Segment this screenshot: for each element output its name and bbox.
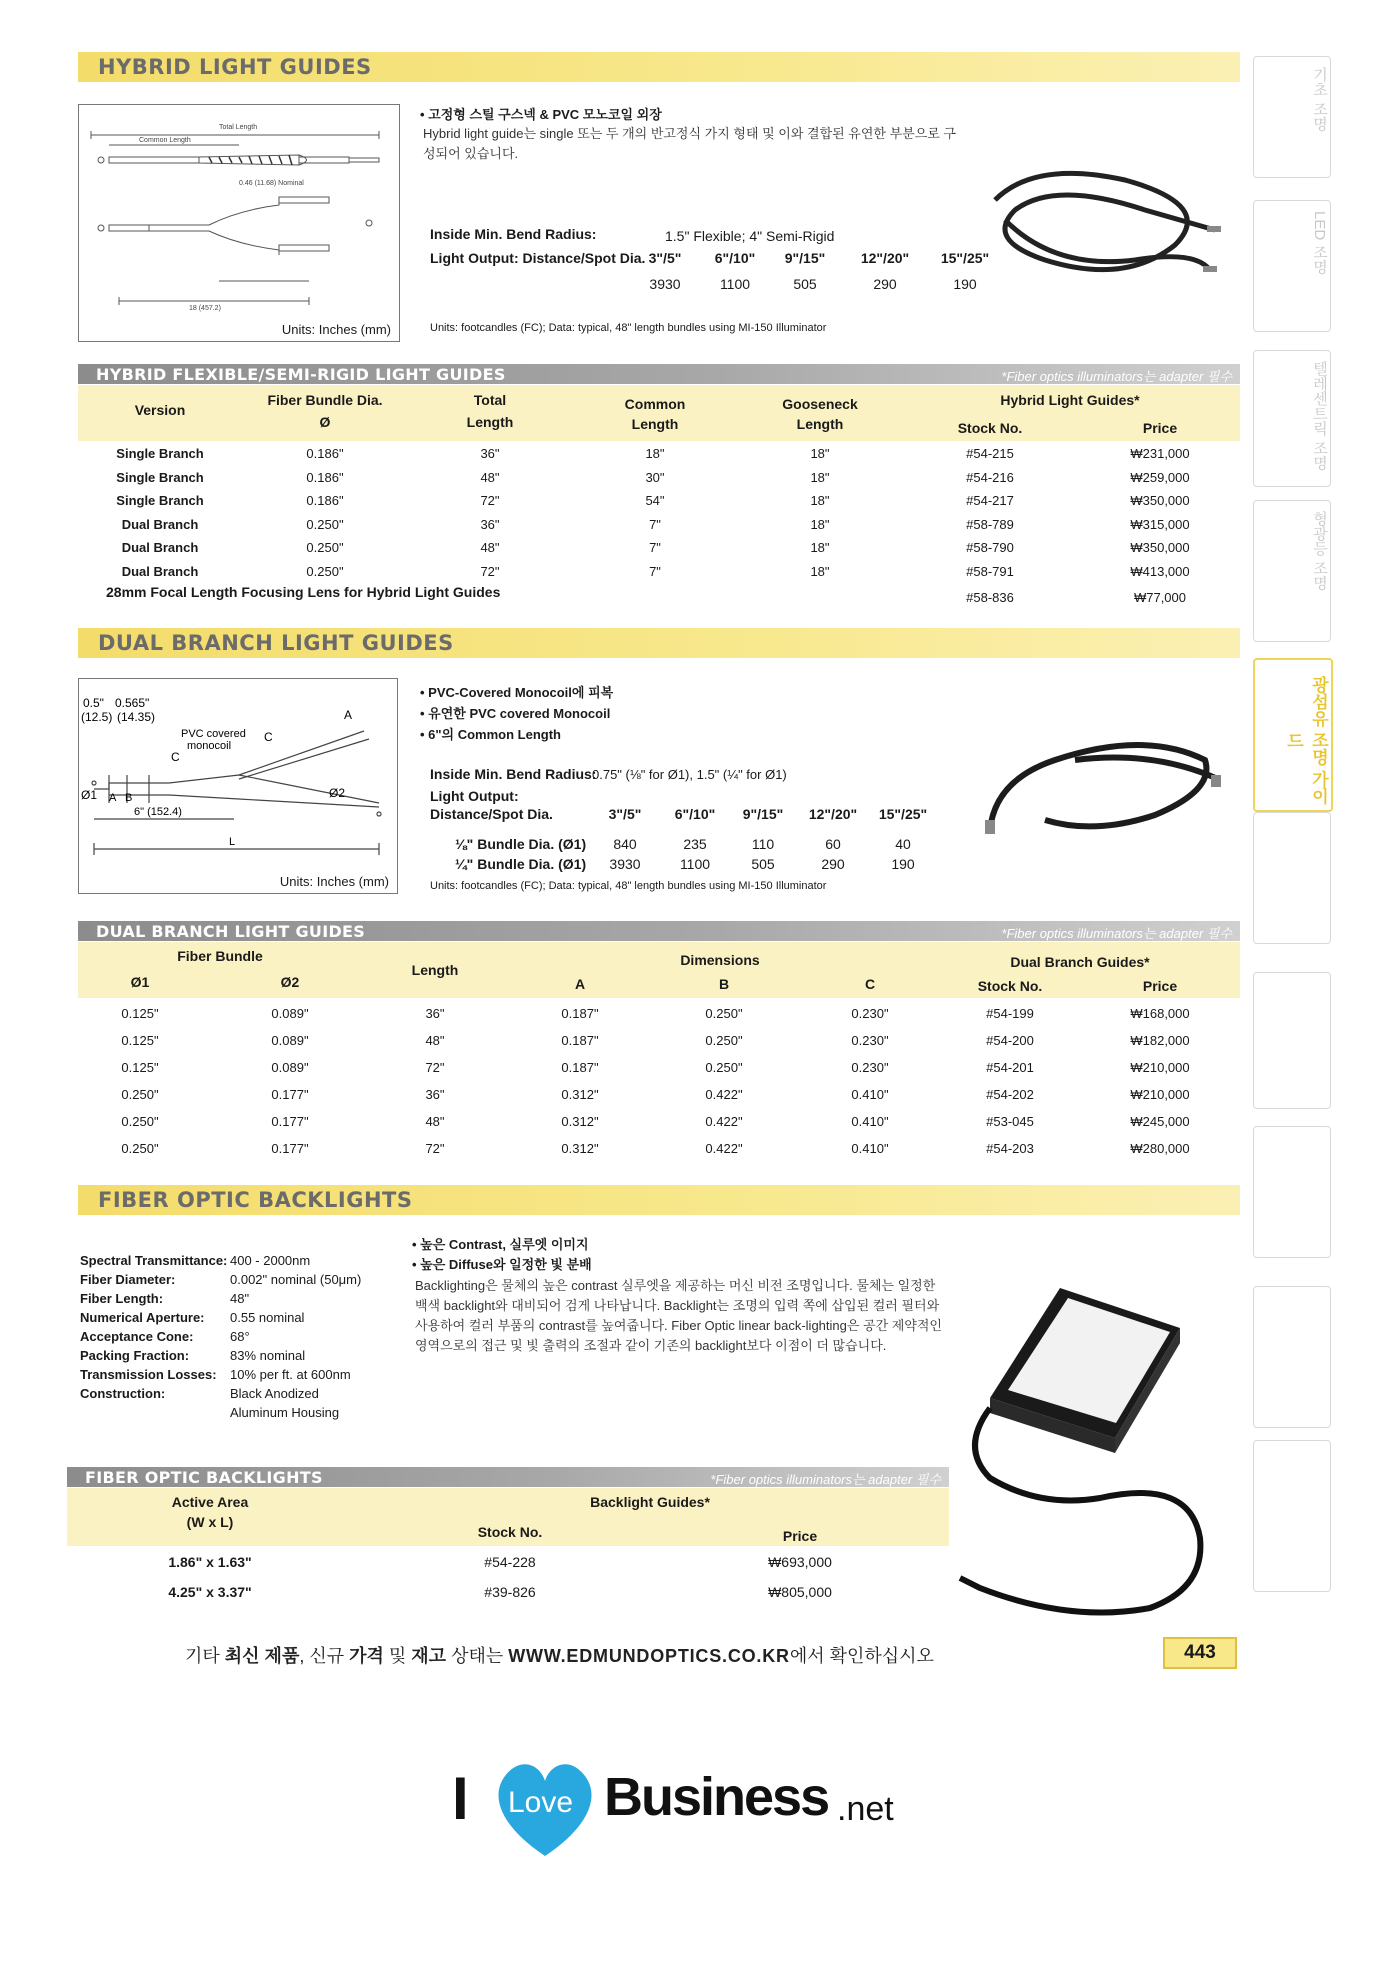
table-cell: #54-228 — [484, 1554, 536, 1570]
col-gooseneck-length: Length — [796, 416, 844, 432]
diagram-total-length: Total Length — [219, 124, 258, 131]
label-c2: C — [264, 730, 273, 744]
logo-love: Love — [508, 1786, 574, 1819]
watermark-logo — [452, 1756, 952, 1866]
lens-label: 28mm Focal Length Focusing Lens for Hybrid Light Guides — [106, 584, 501, 600]
logo-net: .net — [837, 1790, 894, 1828]
table-cell: 0.250" — [306, 563, 344, 579]
distance-cell: 15"/25" — [940, 250, 990, 266]
section-title: FIBER OPTIC BACKLIGHTS — [98, 1188, 413, 1212]
backlight-table-header — [67, 1467, 949, 1487]
col-group-dual: Dual Branch Guides* — [1010, 954, 1150, 970]
row-version: Single Branch — [116, 493, 204, 508]
section-title: HYBRID LIGHT GUIDES — [98, 55, 372, 79]
side-tab[interactable] — [1253, 972, 1331, 1109]
table-cell: ₩315,000 — [1130, 516, 1190, 532]
col-a: A — [574, 976, 586, 992]
spec-value: 48" — [230, 1291, 250, 1306]
table-cell: #58-790 — [966, 540, 1014, 555]
table-cell: ₩693,000 — [768, 1554, 832, 1570]
footer-mid1: , 신규 — [299, 1646, 350, 1666]
dim-a: 0.5" — [83, 696, 104, 710]
table-cell: 0.230" — [851, 1006, 889, 1021]
table-cell: ₩259,000 — [1130, 469, 1190, 485]
table-cell: 0.250" — [705, 1033, 743, 1048]
col-gooseneck: Gooseneck — [782, 396, 858, 412]
table-cell: 0.089" — [271, 1060, 309, 1075]
footer-text — [185, 1642, 934, 1668]
col-stock: Stock No. — [957, 420, 1023, 436]
output-cell: 235 — [683, 836, 707, 852]
col-price: Price — [1142, 420, 1178, 436]
side-tab[interactable] — [1253, 658, 1333, 812]
output-cell: 1100 — [719, 276, 751, 292]
backlight-table-note: *Fiber optics illuminators는 adapter 필수 — [710, 1472, 941, 1487]
spec-value: 400 - 2000nm — [230, 1253, 311, 1268]
row-version: Dual Branch — [121, 563, 199, 579]
col-group-backlight: Backlight Guides* — [590, 1494, 710, 1510]
spec-label: Transmission Losses: — [80, 1367, 217, 1382]
col-c: C — [864, 976, 876, 992]
table-cell: #58-791 — [966, 563, 1014, 579]
table-cell: 18" — [810, 516, 830, 532]
table-cell: ₩245,000 — [1130, 1114, 1190, 1129]
dual-table-note: *Fiber optics illuminators는 adapter 필수 — [1001, 926, 1232, 941]
table-cell: 48" — [480, 540, 500, 555]
hybrid-table-note: *Fiber optics illuminators는 adapter 필수 — [1001, 369, 1232, 384]
table-cell: 30" — [645, 469, 665, 485]
lens-stock: #58-836 — [966, 590, 1014, 605]
table-cell: 0.230" — [851, 1060, 889, 1075]
spec-value: 83% nominal — [230, 1348, 306, 1363]
side-tab-label: 기초 조명 — [1311, 67, 1328, 132]
footer-post: 에서 확인하십시오 — [789, 1646, 934, 1666]
table-cell: 0.250" — [121, 1141, 159, 1156]
table-cell: #54-202 — [986, 1087, 1034, 1102]
row-version: Dual Branch — [121, 516, 199, 532]
spec-value: 10% per ft. at 600nm — [230, 1367, 351, 1382]
row1-label: ⅛" Bundle Dia. (Ø1) — [455, 836, 587, 852]
spec-label: Acceptance Cone: — [80, 1329, 194, 1344]
table-cell: ₩231,000 — [1130, 446, 1190, 461]
dim-a-mm: (12.5) — [81, 710, 113, 724]
table-cell: ₩350,000 — [1130, 493, 1190, 508]
side-tab[interactable] — [1253, 56, 1331, 178]
output-cell: 505 — [751, 856, 775, 872]
light-output-label: Light Output: Distance/Spot Dia. — [430, 250, 646, 266]
row2-label: ¼" Bundle Dia. (Ø1) — [455, 856, 587, 872]
diagram-nominal: 0.46 (11.68) Nominal — [239, 180, 304, 187]
table-cell: 0.422" — [705, 1114, 743, 1129]
table-cell: #54-200 — [986, 1033, 1034, 1048]
dual-table-header — [78, 921, 1240, 941]
distance-cell: 12"/20" — [808, 806, 858, 822]
table-cell: 0.187" — [561, 1006, 599, 1021]
col-dia: Fiber Bundle Dia. — [267, 392, 383, 408]
page-number: 443 — [1163, 1637, 1237, 1669]
side-tab-label: 형광등 조명 — [1311, 511, 1328, 591]
col-dia-symbol: Ø — [319, 414, 331, 430]
table-cell: 0.312" — [561, 1141, 599, 1156]
backlight-bullet: • 높은 Diffuse와 일정한 빛 분배 — [412, 1257, 592, 1272]
col-price: Price — [1142, 978, 1178, 994]
table-cell: 0.422" — [705, 1087, 743, 1102]
footer-mid2: 및 — [383, 1646, 412, 1666]
table-cell: 18" — [645, 446, 665, 461]
diagram-length-18: 18 (457.2) — [189, 305, 221, 312]
side-tab[interactable] — [1253, 350, 1331, 487]
col-stock: Stock No. — [477, 1524, 543, 1540]
spec-label: Spectral Transmittance: — [80, 1253, 228, 1268]
table-cell: 72" — [480, 493, 500, 508]
row-version: Dual Branch — [121, 540, 199, 555]
col-b: B — [718, 976, 730, 992]
table-cell: 0.125" — [121, 1006, 159, 1021]
backlight-bullet: • 높은 Contrast, 실루엣 이미지 — [412, 1237, 589, 1252]
label-pvc: PVC covered — [181, 728, 246, 740]
table-cell: 7" — [649, 516, 661, 532]
table-cell: 7" — [649, 563, 661, 579]
table-cell: 72" — [480, 563, 500, 579]
table-cell: #54-217 — [966, 493, 1014, 508]
footer-bold3: 재고 — [411, 1646, 447, 1666]
output-cell: 840 — [613, 836, 637, 852]
distance-cell: 3"/5" — [608, 806, 642, 822]
table-cell: #54-216 — [966, 469, 1014, 485]
spec-label: Numerical Aperture: — [80, 1310, 205, 1325]
output-cell: 40 — [895, 836, 911, 852]
table-cell: ₩182,000 — [1130, 1033, 1190, 1048]
section-header-hybrid — [78, 52, 1240, 82]
table-cell: 0.250" — [705, 1060, 743, 1075]
hybrid-note: Units: footcandles (FC); Data: typical, 48" length bundles using MI-150 Illuminator — [430, 322, 827, 334]
col-bundle: Fiber Bundle — [177, 948, 263, 964]
diagram-common-length: Common Length — [139, 137, 191, 144]
section-title: DUAL BRANCH LIGHT GUIDES — [98, 631, 454, 655]
hybrid-bullet: • 고정형 스틸 구스넥 & PVC 모노코일 외장 — [420, 107, 662, 122]
bend-radius-value: 1.5" Flexible; 4" Semi-Rigid — [665, 228, 835, 244]
backlight-product-image — [950, 1258, 1230, 1628]
hybrid-table-header — [78, 364, 1240, 384]
table-cell: 0.312" — [561, 1087, 599, 1102]
row-version: Single Branch — [116, 446, 204, 461]
spec-value: Black Anodized — [230, 1386, 319, 1401]
side-tab[interactable] — [1253, 1126, 1331, 1258]
table-cell: 0.230" — [851, 1033, 889, 1048]
spec-value: 68° — [230, 1329, 250, 1344]
footer-bold2: 가격 — [349, 1646, 384, 1666]
table-cell: #54-203 — [986, 1141, 1034, 1156]
table-cell: 54" — [645, 493, 665, 508]
spec-value: Aluminum Housing — [230, 1405, 340, 1420]
label-six: 6" (152.4) — [134, 806, 182, 818]
col-dimensions: Dimensions — [680, 952, 760, 968]
dim-b: 0.565" — [115, 696, 150, 710]
table-cell: 0.250" — [121, 1087, 159, 1102]
col-length: Length — [411, 962, 459, 978]
hybrid-table-title: HYBRID FLEXIBLE/SEMI-RIGID LIGHT GUIDES — [96, 365, 506, 384]
dual-bullet: • 6"의 Common Length — [420, 727, 561, 742]
output-cell: 190 — [891, 856, 915, 872]
side-tab[interactable] — [1253, 1440, 1331, 1592]
distance-cell: 6"/10" — [674, 806, 716, 822]
col-o1: Ø1 — [130, 974, 150, 990]
col-area-wl: (W x L) — [186, 1514, 234, 1530]
output-cell: 60 — [825, 836, 841, 852]
col-common-length: Length — [631, 416, 679, 432]
col-o2: Ø2 — [280, 974, 300, 990]
distance-cell: 15"/25" — [878, 806, 928, 822]
table-cell: 0.186" — [306, 446, 344, 461]
table-cell: ₩413,000 — [1130, 563, 1190, 579]
side-tab[interactable] — [1253, 1286, 1331, 1428]
side-tab-label: 텔레센트릭 조명 — [1311, 361, 1328, 471]
table-cell: 0.125" — [121, 1033, 159, 1048]
footer-mid3: 상태는 — [446, 1646, 509, 1666]
distance-label: Distance/Spot Dia. — [430, 806, 553, 822]
footer-pre: 기타 — [185, 1646, 225, 1666]
table-cell: 72" — [425, 1060, 445, 1075]
distance-cell: 12"/20" — [860, 250, 910, 266]
spec-value: 0.55 nominal — [230, 1310, 305, 1325]
bend-radius-label: Inside Min. Bend Radius: — [430, 226, 597, 242]
table-cell: #54-201 — [986, 1060, 1034, 1075]
table-cell: 0.186" — [306, 493, 344, 508]
table-cell: 0.410" — [851, 1114, 889, 1129]
table-cell: 0.187" — [561, 1033, 599, 1048]
lens-price: ₩77,000 — [1133, 590, 1187, 605]
table-cell: 48" — [425, 1033, 445, 1048]
table-cell: 36" — [480, 446, 500, 461]
backlight-table-title: FIBER OPTIC BACKLIGHTS — [85, 1468, 323, 1487]
table-cell: 0.410" — [851, 1087, 889, 1102]
bend-radius-value: 0.75" (⅛" for Ø1), 1.5" (¼" for Ø1) — [592, 767, 787, 782]
dim-b-mm: (14.35) — [117, 710, 156, 724]
output-cell: 290 — [821, 856, 845, 872]
table-cell: 0.422" — [705, 1141, 743, 1156]
side-tab[interactable] — [1253, 500, 1331, 642]
row-area: 1.86" x 1.63" — [168, 1554, 252, 1570]
bend-radius-label: Inside Min. Bend Radius: — [430, 766, 597, 782]
table-cell: ₩280,000 — [1130, 1141, 1190, 1156]
row-version: Single Branch — [116, 469, 204, 485]
col-group-hybrid: Hybrid Light Guides* — [1000, 392, 1140, 408]
table-cell: 48" — [425, 1114, 445, 1129]
table-cell: 0.089" — [271, 1006, 309, 1021]
hybrid-description: Hybrid light guide는 single 또는 두 개의 반고정식 가지 형태 및 이와 결합된 유연한 부분으로 구성되어 있습니다. — [423, 126, 956, 161]
col-common: Common — [624, 396, 686, 412]
dual-note: Units: footcandles (FC); Data: typical, 48" length bundles using MI-150 Illuminator — [430, 880, 827, 892]
dual-bullet: • 유연한 PVC covered Monocoil — [420, 706, 611, 721]
table-cell: 0.410" — [851, 1141, 889, 1156]
label-c: C — [171, 750, 180, 764]
table-cell: 18" — [810, 540, 830, 555]
row-area: 4.25" x 3.37" — [168, 1584, 252, 1600]
dual-diagram — [78, 678, 398, 894]
table-cell: #58-789 — [966, 516, 1014, 532]
table-cell: 7" — [649, 540, 661, 555]
output-cell: 505 — [793, 276, 817, 292]
distance-cell: 6"/10" — [714, 250, 756, 266]
distance-cell: 3"/5" — [648, 250, 682, 266]
hybrid-diagram-drawing — [79, 105, 399, 341]
dual-table-title: DUAL BRANCH LIGHT GUIDES — [96, 922, 366, 941]
output-cell: 110 — [751, 836, 775, 852]
table-cell: 0.186" — [306, 469, 344, 485]
side-tab[interactable] — [1253, 812, 1331, 944]
table-cell: 0.187" — [561, 1060, 599, 1075]
footer-bold1: 최신 제품 — [224, 1646, 300, 1666]
table-cell: #39-826 — [484, 1584, 536, 1600]
table-cell: 0.089" — [271, 1033, 309, 1048]
label-b: B — [125, 792, 133, 804]
table-cell: 36" — [480, 516, 500, 532]
table-cell: 0.250" — [121, 1114, 159, 1129]
col-area: Active Area — [171, 1494, 249, 1510]
table-cell: 0.177" — [271, 1087, 309, 1102]
table-cell: ₩805,000 — [768, 1584, 832, 1600]
spec-label: Fiber Diameter: — [80, 1272, 176, 1287]
table-cell: 18" — [810, 446, 830, 461]
table-cell: 0.177" — [271, 1141, 309, 1156]
label-o1: Ø1 — [81, 788, 98, 802]
output-cell: 190 — [953, 276, 977, 292]
table-cell: 0.250" — [306, 540, 344, 555]
section-header-backlight — [78, 1185, 1240, 1215]
hybrid-diagram — [78, 104, 400, 342]
table-cell: 0.250" — [705, 1006, 743, 1021]
col-price: Price — [782, 1528, 818, 1544]
col-total-length: Length — [466, 414, 514, 430]
label-o2: Ø2 — [329, 786, 346, 800]
label-monocoil: monocoil — [187, 740, 232, 752]
table-cell: ₩210,000 — [1130, 1087, 1190, 1102]
col-stock: Stock No. — [977, 978, 1043, 994]
table-cell: 48" — [480, 469, 500, 485]
backlight-description: Backlighting은 물체의 높은 contrast 실루엣을 제공하는 머신 비전 조명입니다. 물체는 일정한 백색 backlight와 대비되어 검게 나타납니다. Backlight는 조명의 입력 쪽에 삽입된 컬러 필터와 사용하여 컬러 부품의 contrast를 높여줍니다. Fiber Optic linear back-lighting은 공간 제약적인 영역으로의 접근 및 빛 출력의 조절과 같이 기존의 backlight보다 이점이 더 많습니다. — [415, 1278, 942, 1353]
output-cell: 290 — [873, 276, 897, 292]
dual-diagram-drawing — [79, 679, 397, 893]
side-tab-label: 광섬유 조명 가이드 — [1284, 675, 1328, 805]
spec-label: Fiber Length: — [80, 1291, 164, 1306]
table-cell: ₩210,000 — [1130, 1060, 1190, 1075]
table-cell: 36" — [425, 1087, 445, 1102]
table-cell: 0.125" — [121, 1060, 159, 1075]
dual-bullet: • PVC-Covered Monocoil에 피복 — [420, 685, 614, 700]
table-cell: #53-045 — [986, 1114, 1034, 1129]
logo-business: Business — [604, 1767, 829, 1827]
table-cell: 0.312" — [561, 1114, 599, 1129]
distance-cell: 9"/15" — [742, 806, 784, 822]
footer-url[interactable]: WWW.EDMUNDOPTICS.CO.KR — [508, 1646, 790, 1666]
spec-label: Construction: — [80, 1386, 166, 1401]
distance-cell: 9"/15" — [784, 250, 826, 266]
table-cell: ₩168,000 — [1130, 1006, 1190, 1021]
side-tab[interactable] — [1253, 200, 1331, 332]
table-cell: #54-215 — [966, 446, 1014, 461]
table-cell: 18" — [810, 493, 830, 508]
output-cell: 3930 — [649, 276, 681, 292]
table-cell: 36" — [425, 1006, 445, 1021]
dual-product-image — [975, 720, 1225, 840]
col-total: Total — [473, 392, 507, 408]
output-cell: 3930 — [609, 856, 641, 872]
output-cell: 1100 — [679, 856, 711, 872]
side-tab-label: LED 조명 — [1311, 211, 1328, 275]
table-cell: #54-199 — [986, 1006, 1034, 1021]
light-output-label: Light Output: — [430, 788, 519, 804]
section-header-dual — [78, 628, 1240, 658]
table-cell: ₩350,000 — [1130, 540, 1190, 555]
label-l: L — [229, 836, 236, 848]
table-cell: 0.250" — [306, 516, 344, 532]
label-a2: A — [344, 708, 353, 722]
hybrid-product-image — [975, 150, 1225, 290]
units-label: Units: Inches (mm) — [279, 874, 389, 889]
table-cell: 0.177" — [271, 1114, 309, 1129]
logo-i: I — [452, 1765, 469, 1832]
label-a: A — [109, 792, 117, 804]
table-cell: 72" — [425, 1141, 445, 1156]
col-version: Version — [134, 402, 186, 418]
spec-label: Packing Fraction: — [80, 1348, 190, 1363]
table-cell: 18" — [810, 563, 830, 579]
spec-value: 0.002" nominal (50μm) — [230, 1272, 362, 1287]
units-label: Units: Inches (mm) — [281, 322, 391, 337]
table-cell: 18" — [810, 469, 830, 485]
